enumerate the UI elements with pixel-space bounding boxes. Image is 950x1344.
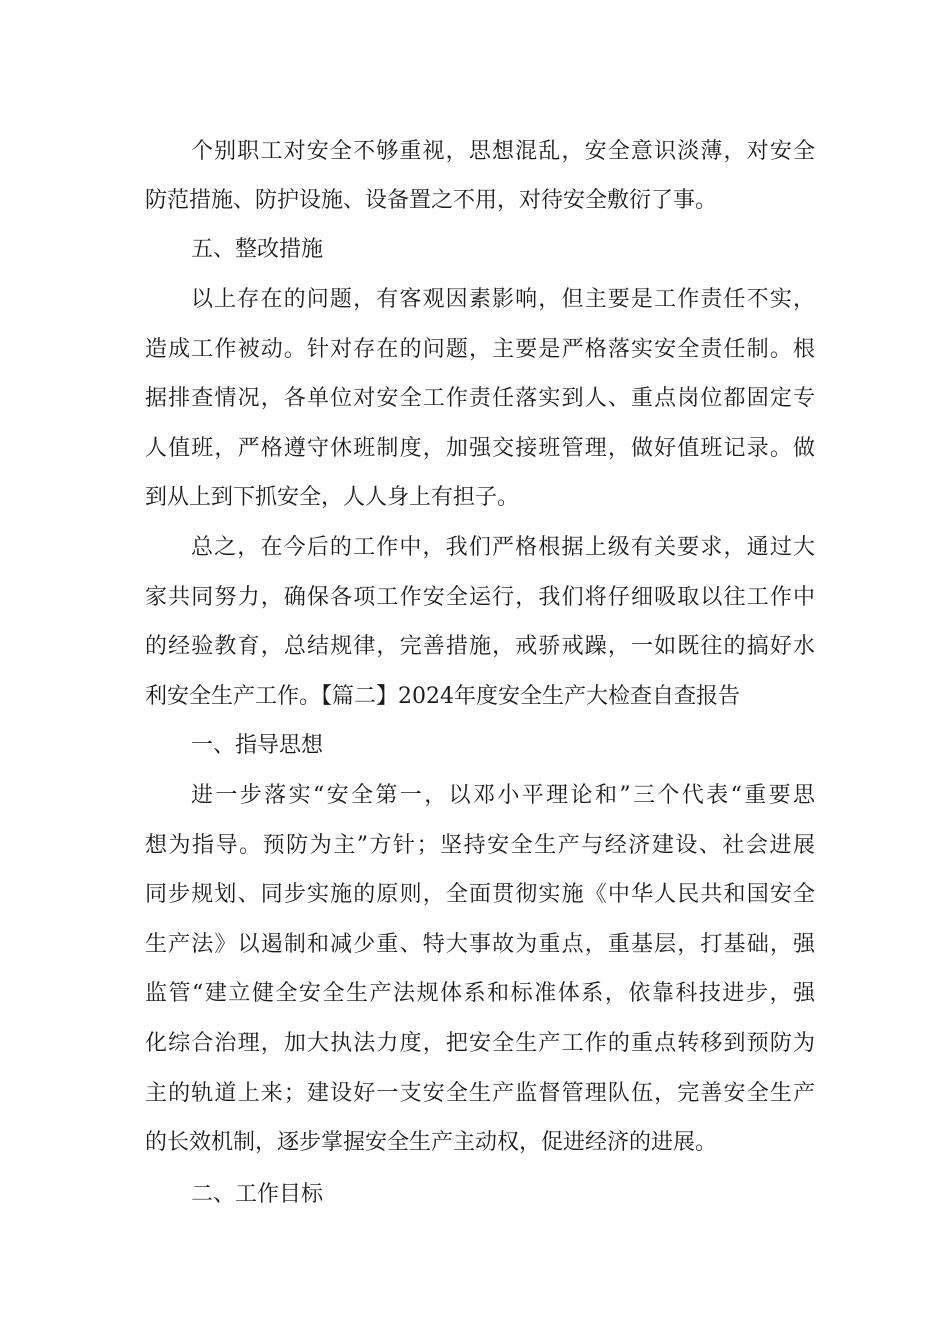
paragraph-line: 进一步落实“安全第一，以邓小平理论和”三个代表“重要思 [191,783,815,808]
paragraph-line: 利安全生产工作。【篇二】2024年度安全生产大检查自查报告 [145,684,740,709]
section-heading: 五、整改措施 [191,237,324,262]
paragraph-line: 防范措施、防护设施、设备置之不用，对待安全敷衍了事。 [145,188,718,213]
section-heading: 二、工作目标 [191,1182,324,1207]
paragraph-line: 同步规划、同步实施的原则，全面贯彻实施《中华人民共和国安全 [145,882,815,907]
section-heading: 一、指导思想 [191,733,324,758]
paragraph-line: 据排查情况，各单位对安全工作责任落实到人、重点岗位都固定专 [145,386,815,411]
paragraph-line: 的长效机制，逐步掌握安全生产主动权，促进经济的进展。 [145,1130,718,1155]
paragraph-line: 想为指导。预防为主”方针；坚持安全生产与经济建设、社会进展 [145,833,815,858]
paragraph-line: 的经验教育，总结规律，完善措施，戒骄戒躁，一如既往的搞好水 [145,634,815,659]
paragraph-line: 以上存在的问题，有客观因素影响，但主要是工作责任不实， [191,287,815,312]
paragraph-line: 个别职工对安全不够重视，思想混乱，安全意识淡薄，对安全 [191,139,815,164]
paragraph-line: 生产法》以遏制和减少重、特大事故为重点，重基层，打基础，强 [145,932,815,957]
paragraph-line: 人值班，严格遵守休班制度，加强交接班管理，做好值班记录。做 [145,436,815,461]
paragraph-line: 家共同努力，确保各项工作安全运行，我们将仔细吸取以往工作中 [145,585,815,610]
paragraph-line: 监管“建立健全安全生产法规体系和标准体系，依靠科技进步，强 [145,981,815,1006]
paragraph-line: 总之，在今后的工作中，我们严格根据上级有关要求，通过大 [191,535,815,560]
paragraph-line: 造成工作被动。针对存在的问题，主要是严格落实安全责任制。根 [145,337,815,362]
paragraph-line: 化综合治理，加大执法力度，把安全生产工作的重点转移到预防为 [145,1031,815,1056]
paragraph-line: 到从上到下抓安全，人人身上有担子。 [145,485,520,510]
paragraph-line: 主的轨道上来；建设好一支安全生产监督管理队伍，完善安全生产 [145,1081,815,1106]
